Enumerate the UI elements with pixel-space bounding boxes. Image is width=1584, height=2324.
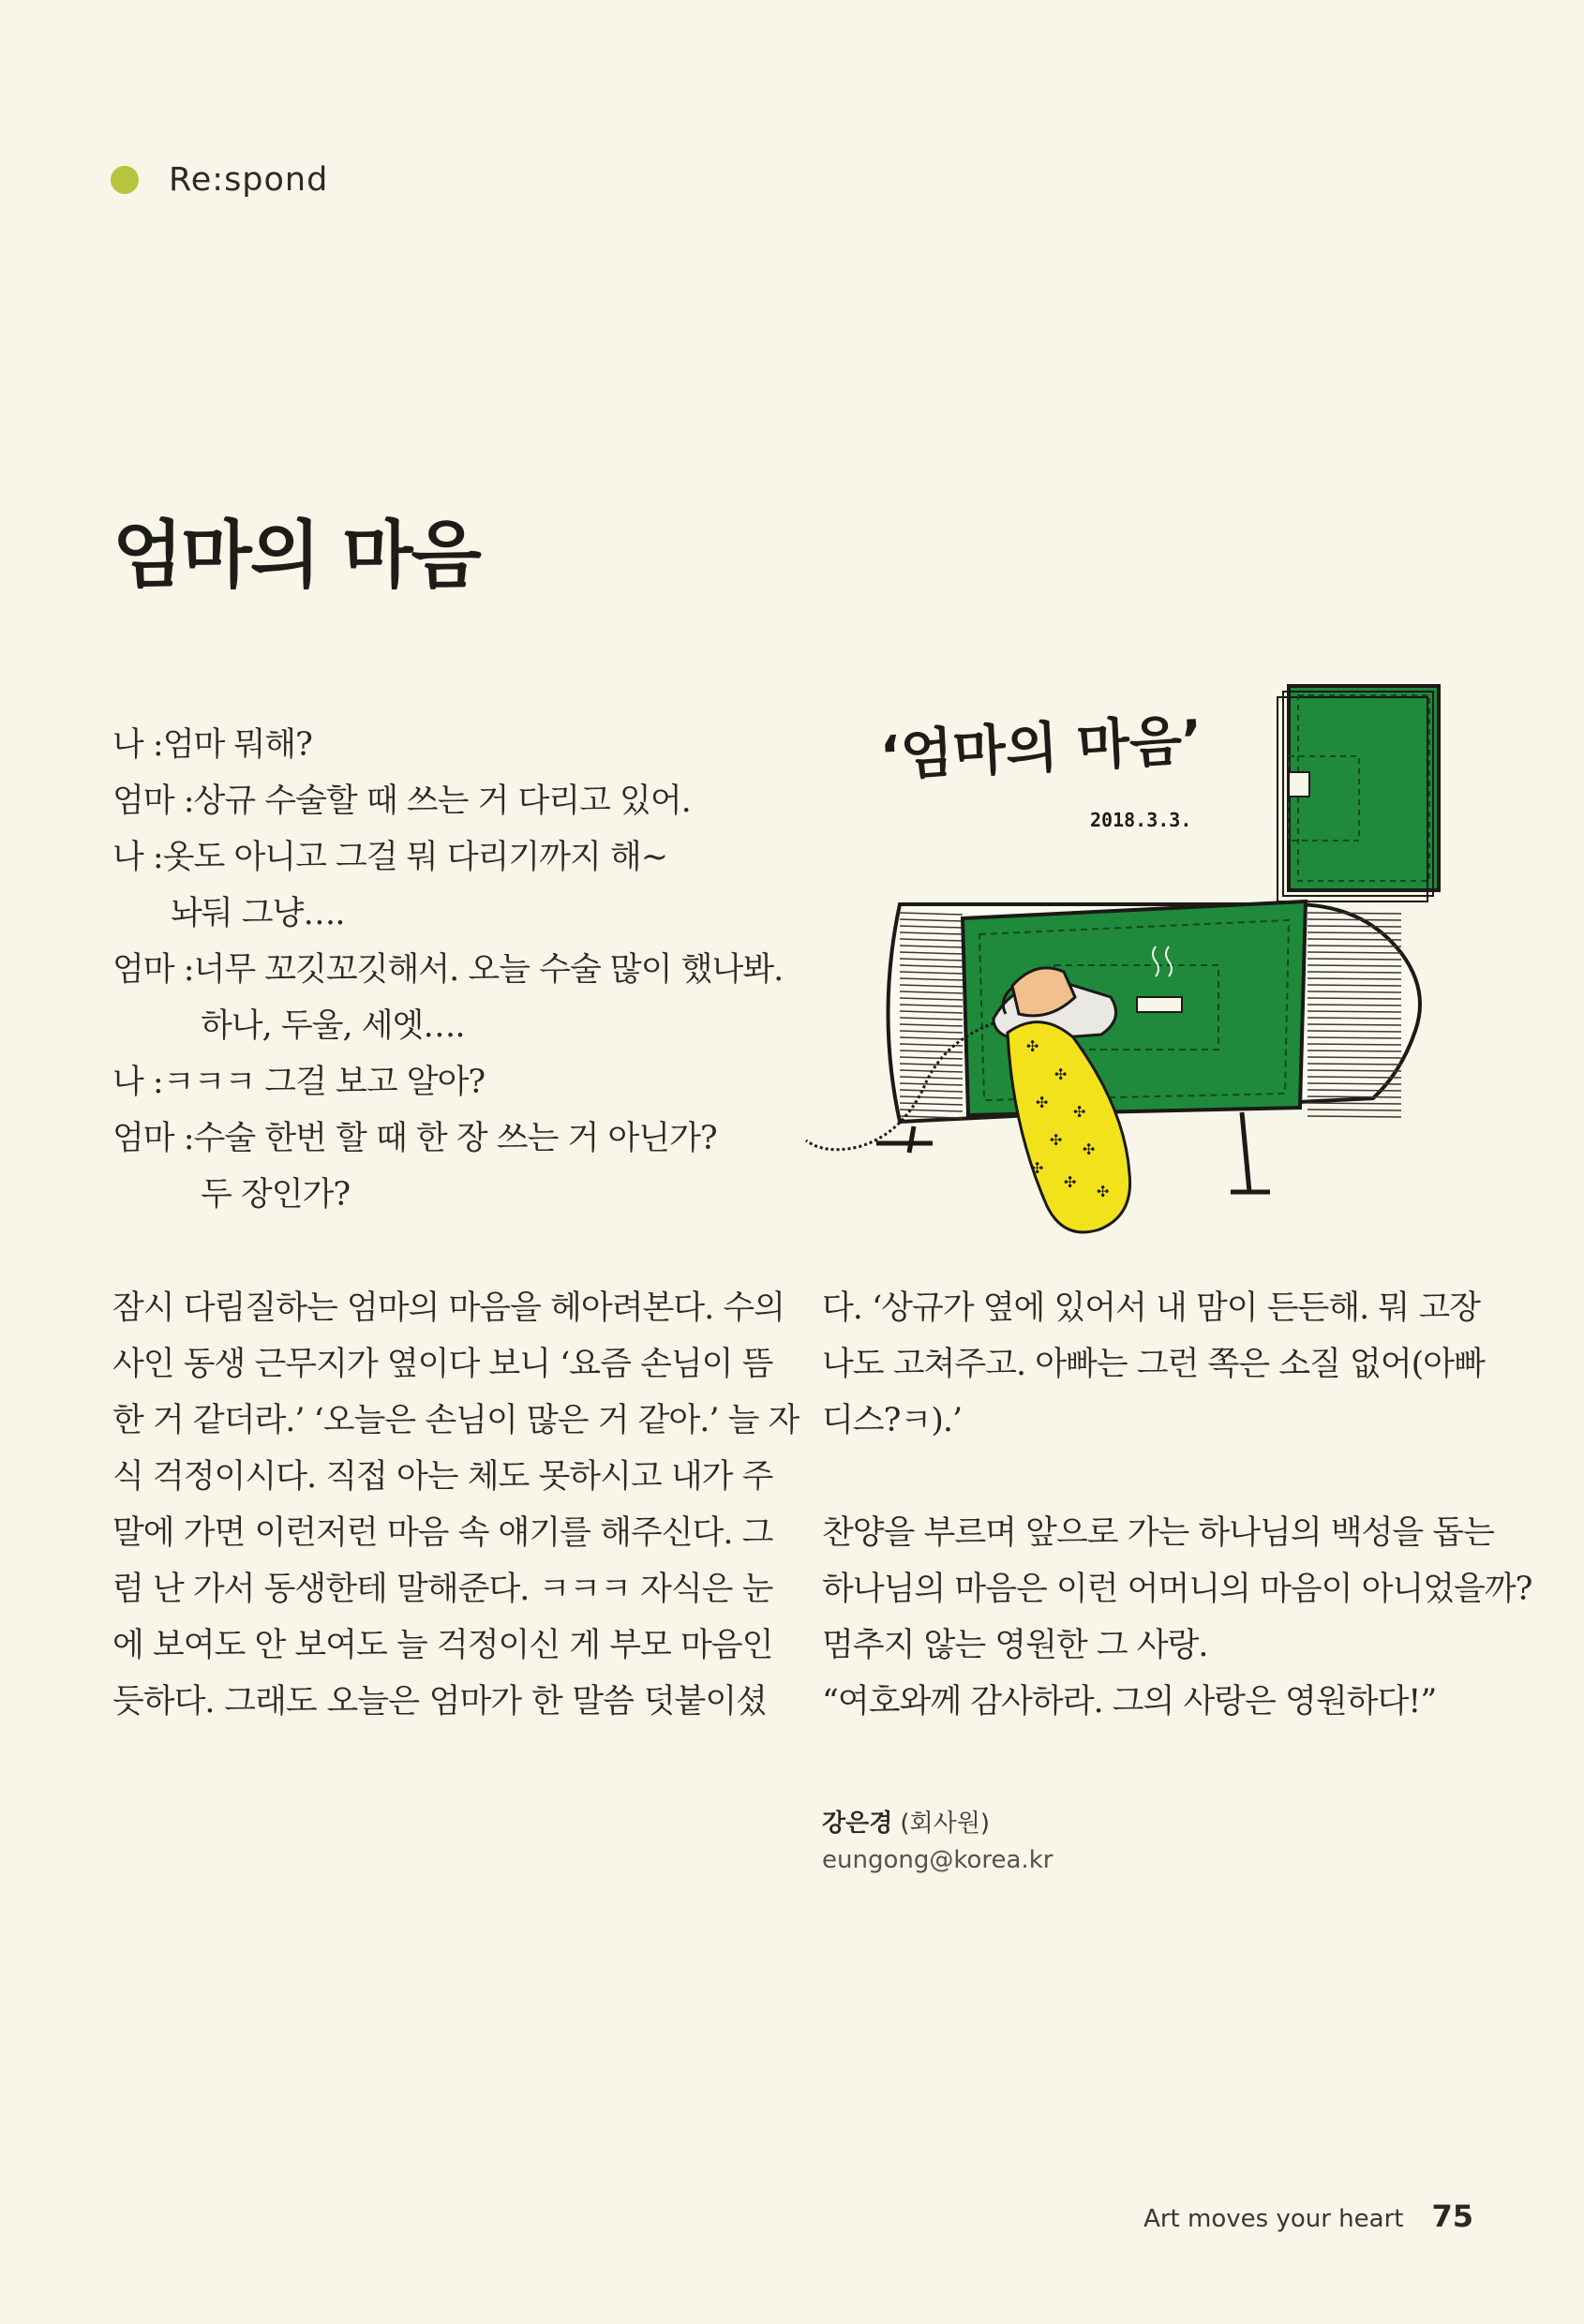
dialogue-speaker: 엄마 : [112, 782, 194, 820]
body-text-right [822, 1280, 1532, 1730]
dialogue-line [112, 995, 806, 1051]
svg-text:✣: ✣ [1031, 1159, 1044, 1177]
dialogue-line [112, 1051, 806, 1108]
footer-slogan: Art moves your heart [1143, 2205, 1404, 2233]
text-line: 듯하다. 그래도 오늘은 엄마가 한 말씀 덧붙이셨 [112, 1683, 767, 1721]
body-right-paragraph-2 [822, 1505, 1532, 1730]
dialogue-text: 상규 수술할 때 쓰는 거 다리고 있어. [193, 782, 691, 820]
dialogue-text: 수술 한번 할 때 한 장 쓰는 거 아닌가? [193, 1120, 717, 1157]
article-title: 엄마의 마음 [112, 513, 480, 598]
dialogue-line [112, 883, 806, 939]
body-text-left [112, 1280, 799, 1730]
footer [1143, 2198, 1473, 2234]
text-line: 나도 고쳐주고. 아빠는 그런 쪽은 소질 없어(아빠 [822, 1346, 1485, 1383]
svg-text:✣: ✣ [1073, 1103, 1086, 1121]
text-line: 에 보여도 안 보여도 늘 걱정이신 게 부모 마음인 [112, 1627, 773, 1664]
dialogue-text: 너무 꼬깃꼬깃해서. 오늘 수술 많이 했나봐. [193, 951, 784, 989]
illustration-date: 2018.3.3. [1090, 809, 1192, 831]
dialogue-line [112, 939, 806, 995]
svg-text:✣: ✣ [1064, 1173, 1077, 1191]
dialogue-text: 두 장인가? [201, 1176, 351, 1214]
text-line: 찬양을 부르며 앞으로 가는 하나님의 백성을 돕는 [822, 1514, 1494, 1552]
dialogue-text: ㅋㅋㅋ 그걸 보고 알아? [162, 1064, 486, 1101]
author-name: 강은경 [822, 1810, 893, 1838]
folded-cloth-icon [1278, 686, 1439, 901]
svg-text:✣: ✣ [1054, 1065, 1068, 1083]
text-line: 멈추지 않는 영원한 그 사랑. [822, 1627, 1208, 1664]
svg-text:✣: ✣ [1097, 1183, 1110, 1200]
dialogue-text: 놔둬 그냥…. [171, 895, 345, 932]
text-line: “여호와께 감사하라. 그의 사랑은 영원하다!” [822, 1683, 1437, 1721]
dialogue-speaker: 엄마 : [112, 1120, 194, 1157]
dialogue-text: 옷도 아니고 그걸 뭐 다리기까지 해~ [162, 839, 668, 876]
dialogue-speaker: 나 : [112, 1064, 163, 1101]
svg-text:✣: ✣ [1050, 1131, 1063, 1149]
dialogue-line [112, 714, 806, 770]
illustration-caption: ‘엄마의 마음’ [878, 708, 1204, 788]
author-block [822, 1804, 1053, 1874]
text-line: 럼 난 가서 동생한테 말해준다. ㅋㅋㅋ 자식은 눈 [112, 1571, 773, 1608]
section-label: Re:spond [169, 161, 329, 199]
text-line: 디스?ㅋ).’ [822, 1402, 963, 1439]
page-number: 75 [1431, 2198, 1473, 2234]
text-line: 다. ‘상규가 옆에 있어서 내 맘이 든든해. 뭐 고장 [822, 1289, 1480, 1327]
author-role: (회사원) [900, 1810, 990, 1838]
text-line: 말에 가면 이런저런 마음 속 얘기를 해주신다. 그 [112, 1514, 773, 1552]
author-email: eungong@korea.kr [822, 1846, 1054, 1874]
dialogue-line [112, 827, 806, 883]
dialogue-line [112, 1108, 806, 1164]
text-line: 잠시 다림질하는 엄마의 마음을 헤아려본다. 수의 [112, 1289, 785, 1327]
svg-text:✣: ✣ [1026, 1037, 1039, 1055]
section-tag [111, 161, 328, 199]
svg-text:✣: ✣ [1083, 1140, 1096, 1158]
dialogue-text: 하나, 두울, 세엣…. [201, 1007, 465, 1045]
section-dot-icon [111, 166, 139, 194]
dialogue-line [112, 1164, 806, 1220]
dialogue-text: 엄마 뭐해? [162, 726, 312, 764]
text-line: 하나님의 마음은 이런 어머니의 마음이 아니었을까? [822, 1571, 1532, 1608]
dialogue-line [112, 770, 806, 827]
text-line: 한 거 같더라.’ ‘오늘은 손님이 많은 거 같아.’ 늘 자 [112, 1402, 799, 1439]
illustration [801, 667, 1490, 1253]
text-line: 사인 동생 근무지가 옆이다 보니 ‘요즘 손님이 뜸 [112, 1346, 773, 1383]
dialogue-speaker: 나 : [112, 726, 163, 764]
svg-text:✣: ✣ [1036, 1094, 1049, 1111]
body-right-paragraph-1 [822, 1280, 1485, 1449]
text-line: 식 걱정이시다. 직접 아는 체도 못하시고 내가 주 [112, 1458, 773, 1496]
dialogue-speaker: 나 : [112, 839, 163, 876]
dialogue-speaker: 엄마 : [112, 951, 194, 989]
dialogue-block [112, 714, 806, 1220]
